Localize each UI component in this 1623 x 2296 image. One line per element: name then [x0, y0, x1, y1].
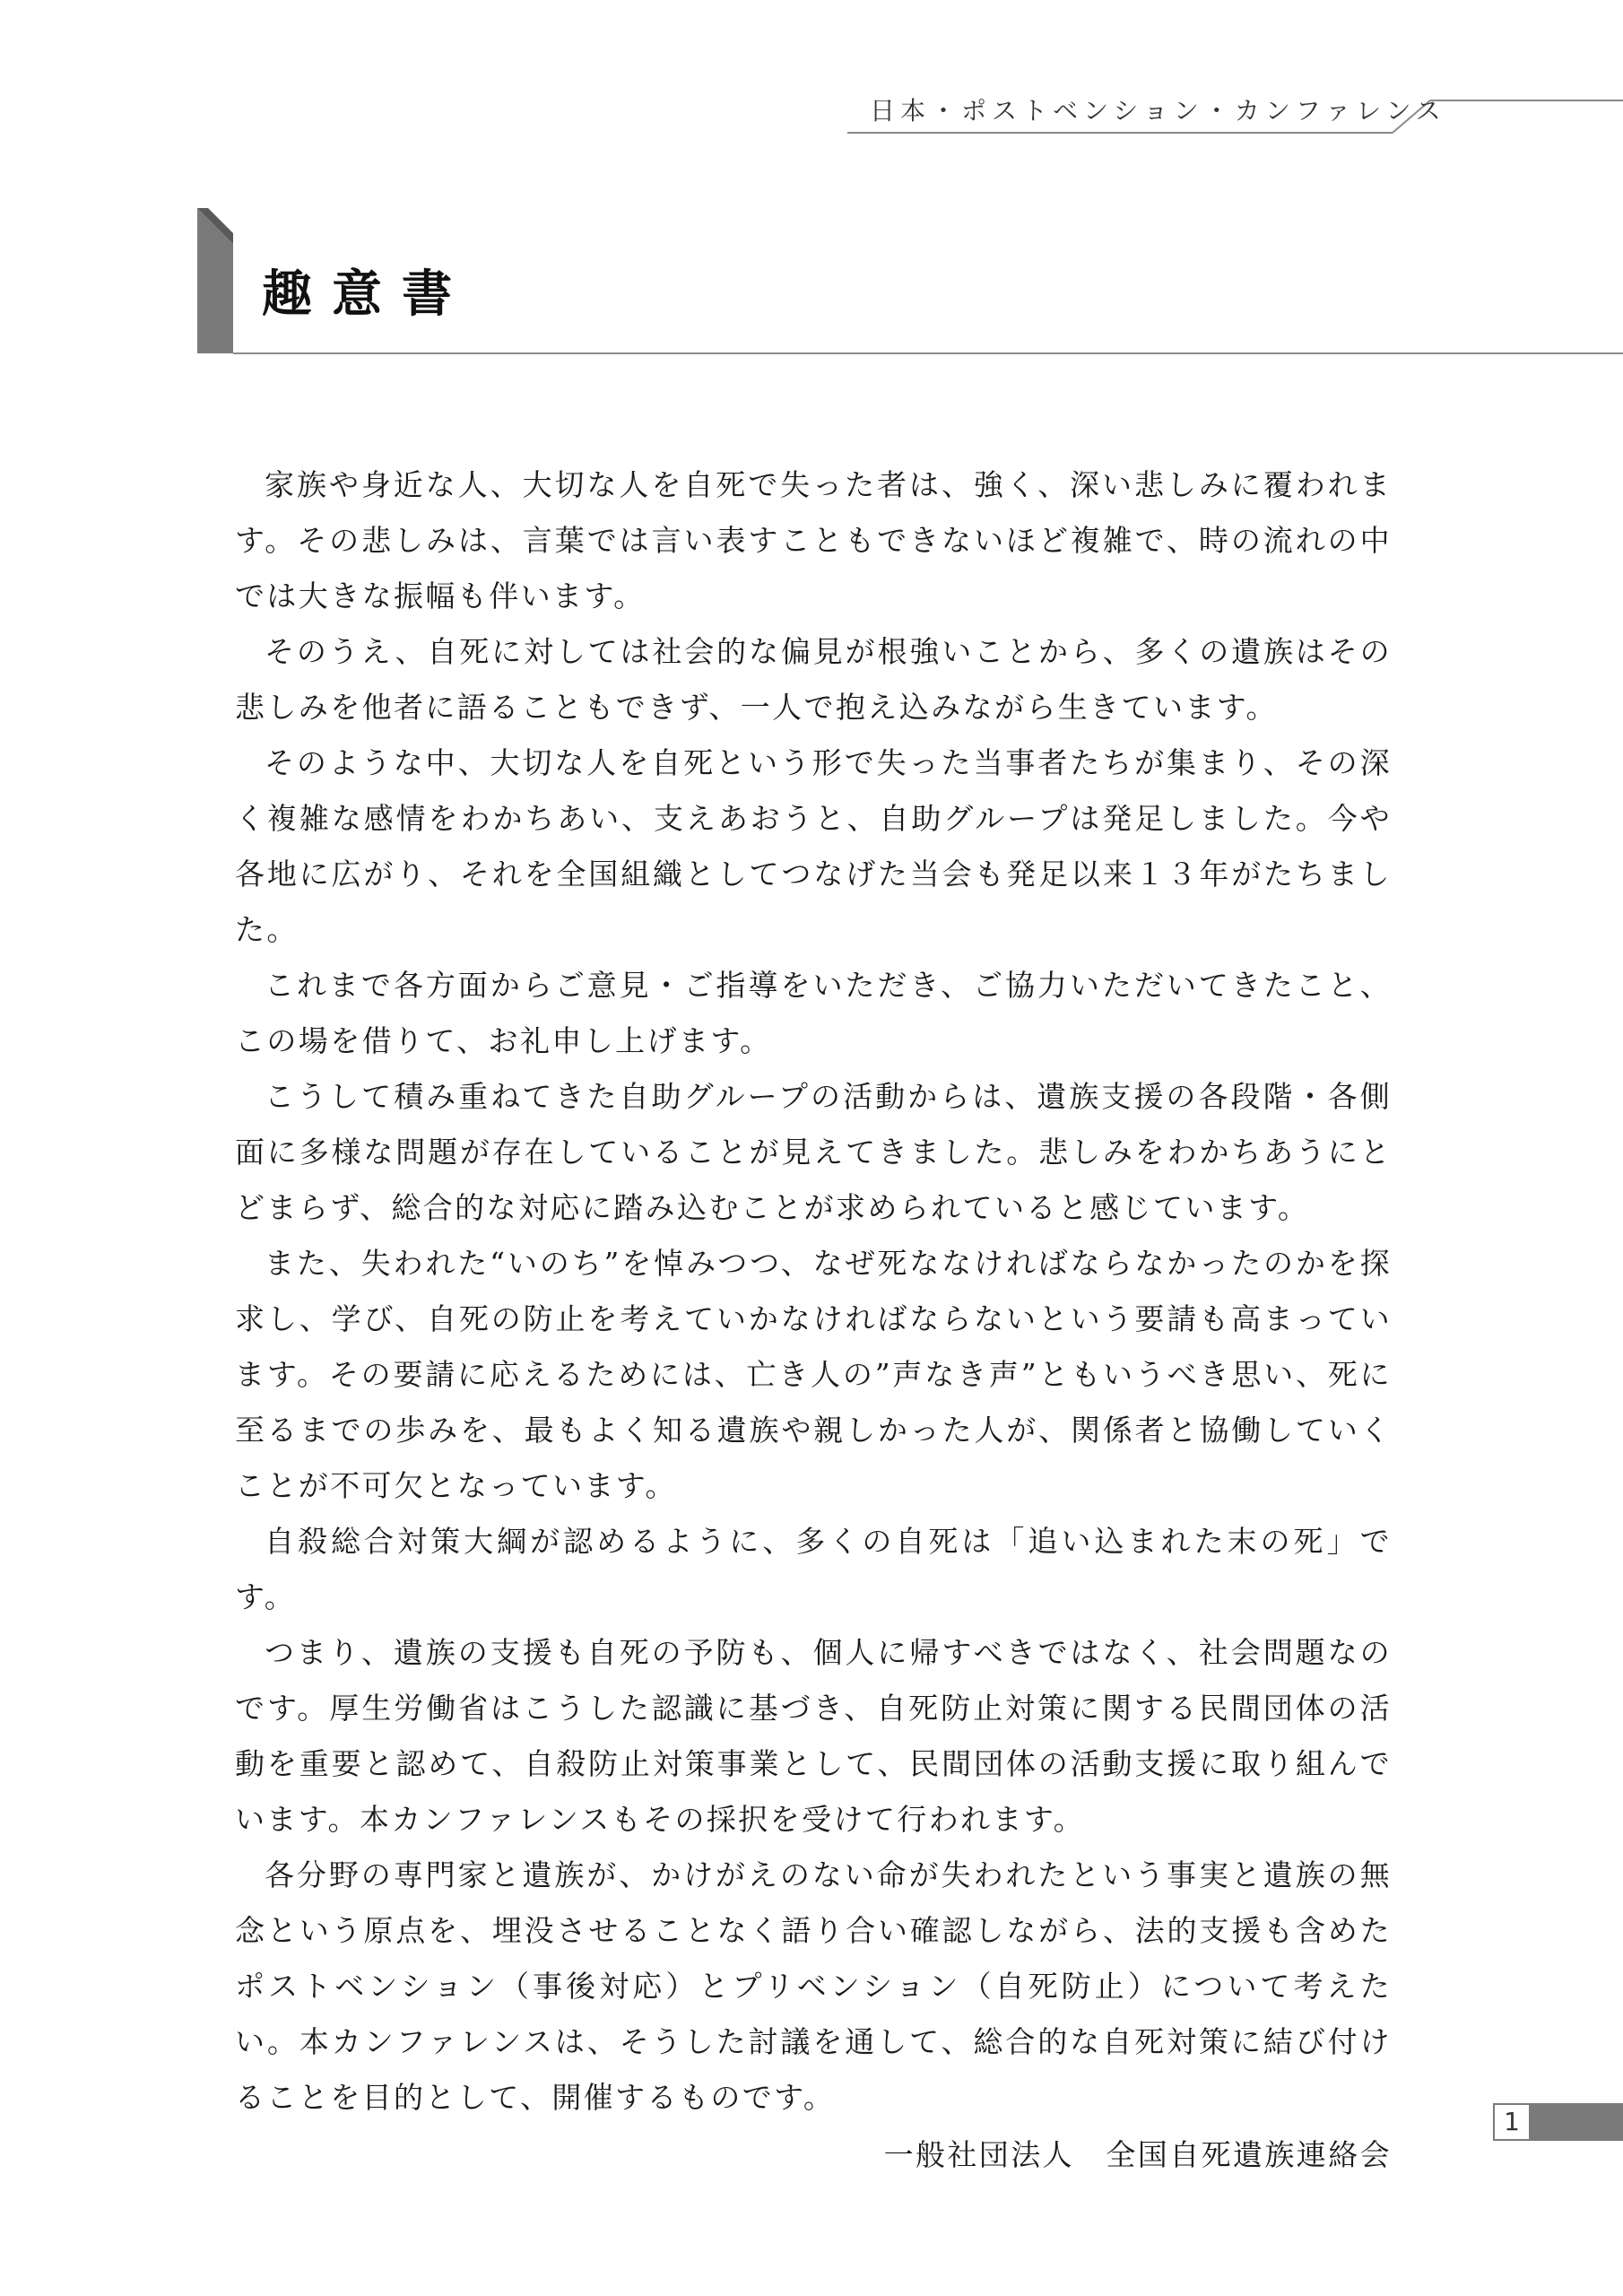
signature: 一般社団法人 全国自死遺族連絡会 [883, 2137, 1392, 2172]
body-text [235, 457, 1392, 2183]
paragraph: 家族や身近な人、大切な人を自死で失った者は、強く、深い悲しみに覆われます。その悲しみは、言葉では言い表すこともできないほど複雑で、時の流れの中では大きな振幅も伴います。 [235, 467, 1392, 613]
paragraph: 各分野の専門家と遺族が、かけがえのない命が失われたという事実と遺族の無念という原点を、埋没させることなく語り合い確認しながら、法的支援も含めたポストベンション（事後対応）とプリベンション（自死防止）について考えたい。本カンファレンスは、そうした討議を通して、総合的な自死対策に結び付けることを目的として、開催するものです。 [235, 1857, 1392, 2115]
paragraph: これまで各方面からご意見・ご指導をいただき、ご協力いただいてきたこと、この場を借りて、お礼申し上げます。 [235, 968, 1392, 1058]
section-title-block [197, 208, 1623, 356]
page-number-box [1493, 2103, 1623, 2141]
paragraph: 自殺総合対策大綱が認めるように、多くの自死は「追い込まれた末の死」です。 [235, 1524, 1392, 1614]
paragraph: こうして積み重ねてきた自助グループの活動からは、遺族支援の各段階・各側面に多様な問題が存在していることが見えてきました。悲しみをわかちあうにとどまらず、総合的な対応に踏み込むことが求められていると感じています。 [235, 1079, 1392, 1225]
paragraph: そのうえ、自死に対しては社会的な偏見が根強いことから、多くの遺族はその悲しみを他者に語ることもできず、一人で抱え込みながら生きています。 [235, 634, 1392, 725]
paragraph: そのような中、大切な人を自死という形で失った当事者たちが集まり、その深く複雑な感情をわかちあい、支えあおうと、自助グループは発足しました。今や各地に広がり、それを全国組織としてつなげた当会も発足以来１３年がたちました。 [235, 745, 1392, 947]
paragraph: また、失われた“いのち”を悼みつつ、なぜ死ななければならなかったのかを探求し、学び、自死の防止を考えていかなければならないという要請も高まっています。その要請に応えるためには、亡き人の”声なき声”ともいうべき思い、死に至るまでの歩みを、最もよく知る遺族や親しかった人が、関係者と協働していくことが不可欠となっています。 [235, 1246, 1392, 1503]
section-title: 趣意書 [262, 265, 472, 324]
running-header-title: 日本・ポストベンション・カンファレンス [870, 96, 1446, 126]
running-header [847, 83, 1623, 136]
paragraph: つまり、遺族の支援も自死の予防も、個人に帰すべきではなく、社会問題なのです。厚生労働省はこうした認識に基づき、自死防止対策に関する民間団体の活動を重要と認めて、自殺防止対策事業として、民間団体の活動支援に取り組んでいます。本カンファレンスもその採択を受けて行われます。 [235, 1635, 1392, 1837]
page-number: 1 [1504, 2107, 1520, 2136]
